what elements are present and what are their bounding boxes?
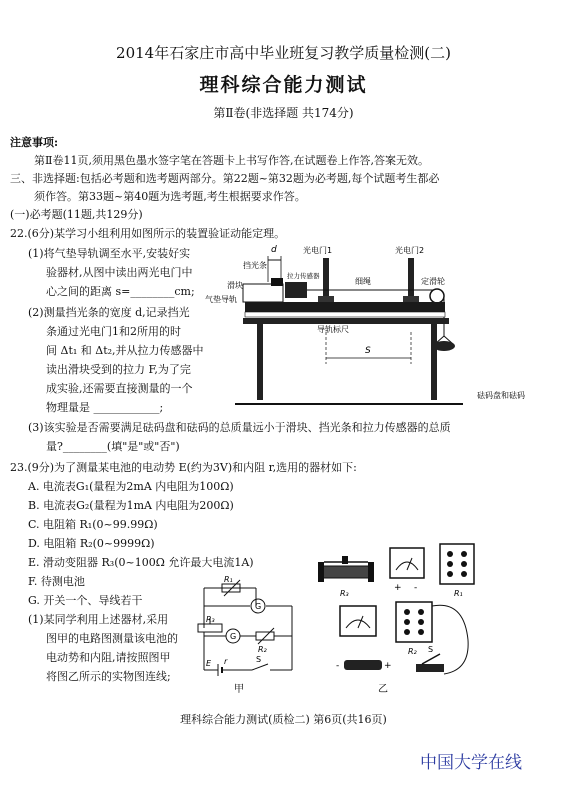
q22-p2-line-3: 间 Δt₁ 和 Δt₂,并从拉力传感器中 [46,344,204,357]
q23-p1-line-3: 电动势和内阻,请按照图甲 [46,651,171,664]
q22-p2-line-2: 条通过光电门1和2所用的时 [46,325,181,338]
q22-p3-line-1: (3)该实验是否需要满足砝码盘和砝码的总质量远小于滑块、挡光条和拉力传感器的总质 [28,421,451,434]
q22-p1-line-3: 心之间的距离 s=________cm; [46,285,195,298]
section3-line-1: 三、非选择题:包括必考题和选考题两部分。第22题~第32题为必考题,每个试题考生都必 [10,172,440,185]
label-weights: 砝码盘和砝码 [477,391,525,400]
q23-item-d: D. 电阻箱 R₂(0~9999Ω) [28,537,155,550]
fig-b-label-r2: R₂ [408,647,417,656]
q22-p1-line-1: (1)将气垫导轨调至水平,安装好实 [28,247,191,260]
q23-item-c: C. 电阻箱 R₁(0~99.99Ω) [28,518,158,531]
fig-a-caption: 甲 [234,684,244,695]
q23-item-g: G. 开关一个、导线若干 [28,594,143,607]
q22-p1-line-2: 验器材,从图中读出两光电门中 [46,266,193,279]
label-scale: 导轨标尺 [317,325,349,334]
circuit-diagram-a [196,574,308,698]
fig-a-label-r1: R₁ [224,575,233,584]
exam-title: 2014年石家庄市高中毕业班复习教学质量检测(二) [116,44,451,62]
fig-b-plus-2: + [384,661,392,671]
notes-heading: 注意事项: [10,136,59,149]
fig-a-label-g1: G [255,602,262,611]
q22-p2-line-4: 读出滑块受到的拉力 F,为了完 [46,363,191,376]
q23-item-a: A. 电流表G₁(量程为2mA 内电阻为100Ω) [28,480,234,493]
label-rail: 气垫导轨 [205,295,237,304]
q23-item-f: F. 待测电池 [28,575,85,588]
fig-b-caption: 乙 [378,684,388,695]
q23-item-e: E. 滑动变阻器 R₃(0~100Ω 允许最大电流1A) [28,556,254,569]
part-title: 第Ⅱ卷(非选择题 共174分) [213,106,354,120]
label-sensor: 拉力传感器 [287,272,320,280]
fig-a-label-r3: R₃ [206,615,215,624]
label-shade: 挡光条 [243,261,267,270]
label-gate-1: 光电门1 [303,246,333,255]
label-pulley: 定滑轮 [421,277,445,286]
q23-p1-line-2: 图甲的电路图测量该电池的 [46,632,178,645]
q23-p1-line-1: (1)某同学利用上述器材,采用 [28,613,169,626]
q23-item-b: B. 电流表G₂(量程为1mA 内电阻为200Ω) [28,499,234,512]
section3-line-2: 须作答。第33题~第40题为选考题,考生根据要求作答。 [34,190,306,203]
q22-stem: 22.(6分)某学习小组利用如图所示的装置验证动能定理。 [10,227,286,240]
q23-p1-line-4: 将图乙所示的实物图连线; [46,670,171,683]
q22-p2-line-5: 成实验,还需要直接测量的一个 [46,382,193,395]
watermark-logo: 中国大学在线 [420,753,522,773]
subject-title: 理科综合能力测试 [199,74,368,96]
fig-a-label-e: E [206,659,212,668]
fig-b-minus-2: - [336,661,340,671]
fig-b-label-r1: R₁ [454,589,463,598]
notes-line-1: 第Ⅱ卷11页,须用黑色墨水签字笔在答题卡上书写作答,在试题卷上作答,答案无效。 [34,154,429,167]
fig-a-label-r2: R₂ [258,645,267,654]
fig-a-label-s: S [256,655,262,664]
apparatus-diagram-b [314,540,484,700]
fig-a-label-g2: G [230,632,237,641]
fig-b-minus-1: - [414,583,418,593]
fig-b-plus-1: + [394,583,402,593]
q23-stem: 23.(9分)为了测量某电池的电动势 E(约为3V)和内阻 r,选用的器材如下: [10,461,357,474]
q22-p2-line-1: (2)测量挡光条的宽度 d,记录挡光 [28,306,190,319]
label-gate-2: 光电门2 [395,246,425,255]
label-s: S [365,346,371,356]
q22-p2-line-6: 物理量是 ____________; [46,401,164,414]
air-track-figure [205,240,555,418]
fig-a-label-r: r [224,657,228,666]
section3-sub: (一)必考题(11题,共129分) [10,208,143,221]
q22-p3-line-2: 量?________(填"是"或"否") [46,440,180,453]
page-footer: 理科综合能力测试(质检二) 第6页(共16页) [180,713,387,726]
label-d: d [271,245,277,255]
fig-b-label-s: S [428,645,434,654]
label-rope: 细绳 [355,277,371,286]
label-slider: 滑块 [227,281,243,290]
fig-b-label-r3: R₃ [340,589,349,598]
